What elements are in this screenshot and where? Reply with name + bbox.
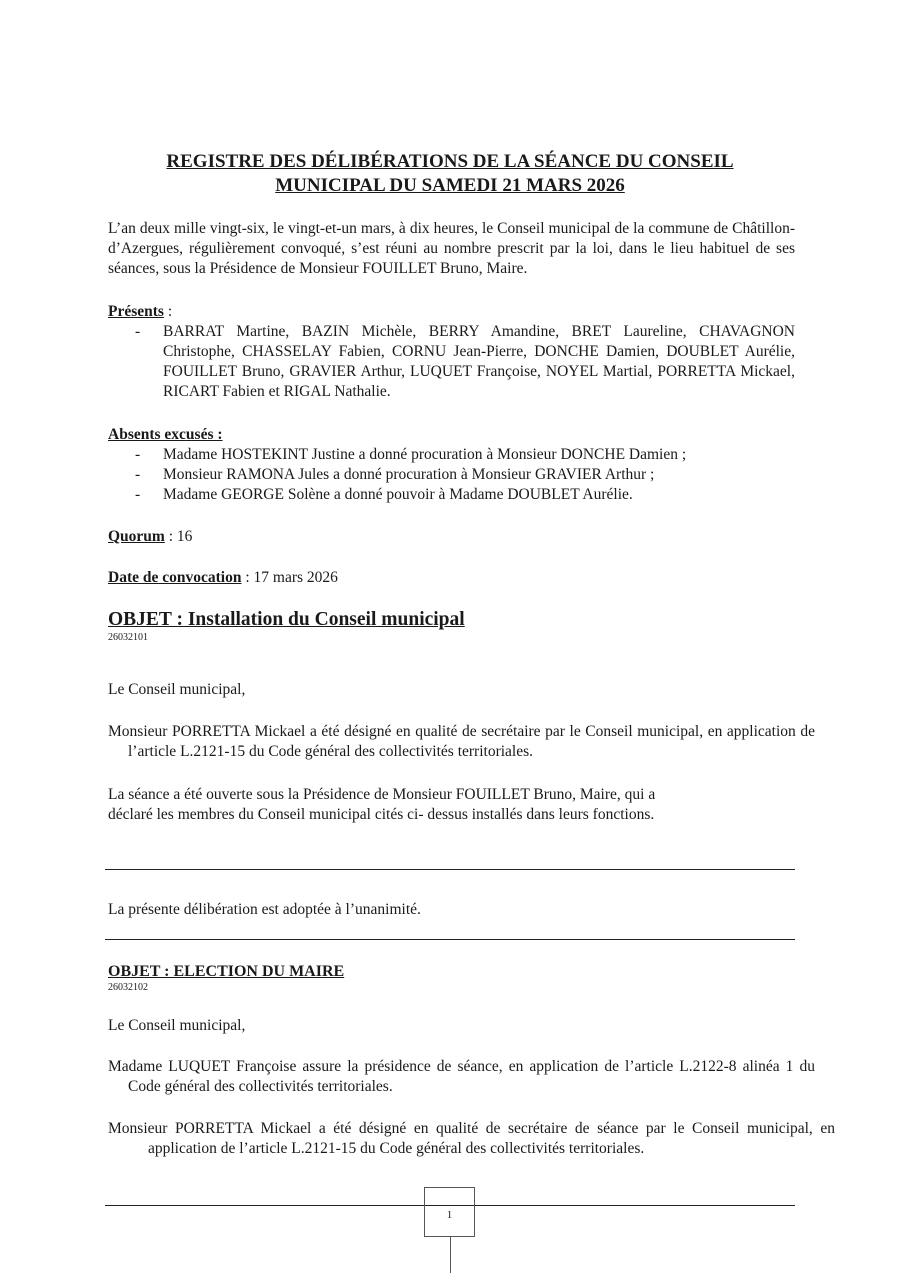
absents-list (108, 445, 795, 505)
objet-1-adoption: La présente délibération est adoptée à l’unanimité. (108, 901, 421, 918)
document-title (100, 150, 800, 198)
page-number: 1 (446, 1209, 453, 1221)
presents-names-text: BARRAT Martine, BAZIN Michèle, BERRY Amandine, BRET Laureline, CHAVAGNON Christophe, CHASSELAY Fabien, CORNU Jean-Pierre, DONCHE Damien, DOUBLET Aurélie, FOUILLET Bruno, GRAVIER Arthur, LUQUET Françoise, NOYEL Martial, PORRETTA Mickael, RICART Fabien et RIGAL Nathalie. (163, 323, 795, 400)
absent-item-text: Monsieur RAMONA Jules a donné procuration à Monsieur GRAVIER Arthur ; (163, 466, 655, 483)
convocation-label: Date de convocation (108, 569, 242, 586)
list-item (108, 465, 795, 485)
convocation-value: : 17 mars 2026 (241, 569, 338, 586)
objet-1-ref: 26032101 (108, 632, 148, 643)
presents-label: Présents (108, 303, 164, 320)
divider (105, 869, 795, 870)
objet-2-presidence: Madame LUQUET Françoise assure la présidence de séance, en application de l’article L.2122-8 alinéa 1 du Code général des collectivités territoriales. (108, 1058, 815, 1095)
intro-paragraph: L’an deux mille vingt-six, le vingt-et-un mars, à dix heures, le Conseil municipal de la commune de Châtillon- d’Azergues, régulièrement convoqué, s’est réuni au nombre prescrit par la loi, dans le lieu habituel de ses séances, sous la Présidence de Monsieur FOUILLET Bruno, Maire. (108, 220, 795, 277)
presents-list (108, 322, 795, 402)
bullet-dash: - (135, 323, 141, 340)
objet-2-secretaire: Monsieur PORRETTA Mickael a été désigné en qualité de secrétaire de séance par le Conseil municipal, en application de l’article L.2121-15 du Code général des collectivités territoriales. (108, 1120, 835, 1157)
objet-1-secretaire: Monsieur PORRETTA Mickael a été désigné en qualité de secrétaire par le Conseil municipal, en application de l’article L.2121-15 du Code général des collectivités territoriales. (108, 723, 815, 760)
bullet-dash: - (135, 486, 141, 503)
objet-1-conseil: Le Conseil municipal, (108, 681, 246, 698)
page-number-box (424, 1187, 475, 1237)
quorum-label: Quorum (108, 528, 165, 545)
absent-item-text: Madame GEORGE Solène a donné pouvoir à Madame DOUBLET Aurélie. (163, 486, 633, 503)
document-title-line-2: MUNICIPAL DU SAMEDI 21 MARS 2026 (275, 175, 625, 196)
list-item (108, 485, 795, 505)
divider (105, 939, 795, 940)
bullet-dash: - (135, 446, 141, 463)
presents-names (108, 322, 795, 402)
quorum-value: : 16 (164, 528, 193, 545)
objet-1-seance-line-2: déclaré les membres du Conseil municipal cités ci- dessus installés dans leurs fonctions. (108, 806, 655, 823)
bullet-dash: - (135, 466, 141, 483)
absents-label: Absents excusés : (108, 426, 223, 443)
objet-1-seance-line-1: La séance a été ouverte sous la Présidence de Monsieur FOUILLET Bruno, Maire, qui a (108, 786, 656, 803)
absent-item-text: Madame HOSTEKINT Justine a donné procuration à Monsieur DONCHE Damien ; (163, 446, 687, 463)
objet-1-heading: OBJET : Installation du Conseil municipal (108, 609, 465, 630)
document-title-line-1: REGISTRE DES DÉLIBÉRATIONS DE LA SÉANCE DU CONSEIL (166, 151, 734, 172)
quorum-line (108, 527, 795, 547)
absents-heading (108, 425, 795, 445)
page-number-connector (450, 1237, 451, 1273)
convocation-line (108, 568, 795, 588)
objet-2-ref: 26032102 (108, 982, 148, 993)
objet-2-conseil: Le Conseil municipal, (108, 1017, 246, 1034)
list-item (108, 445, 795, 465)
objet-2-heading: OBJET : ELECTION DU MAIRE (108, 963, 345, 980)
presents-heading (108, 302, 795, 322)
presents-separator: : (163, 303, 173, 320)
